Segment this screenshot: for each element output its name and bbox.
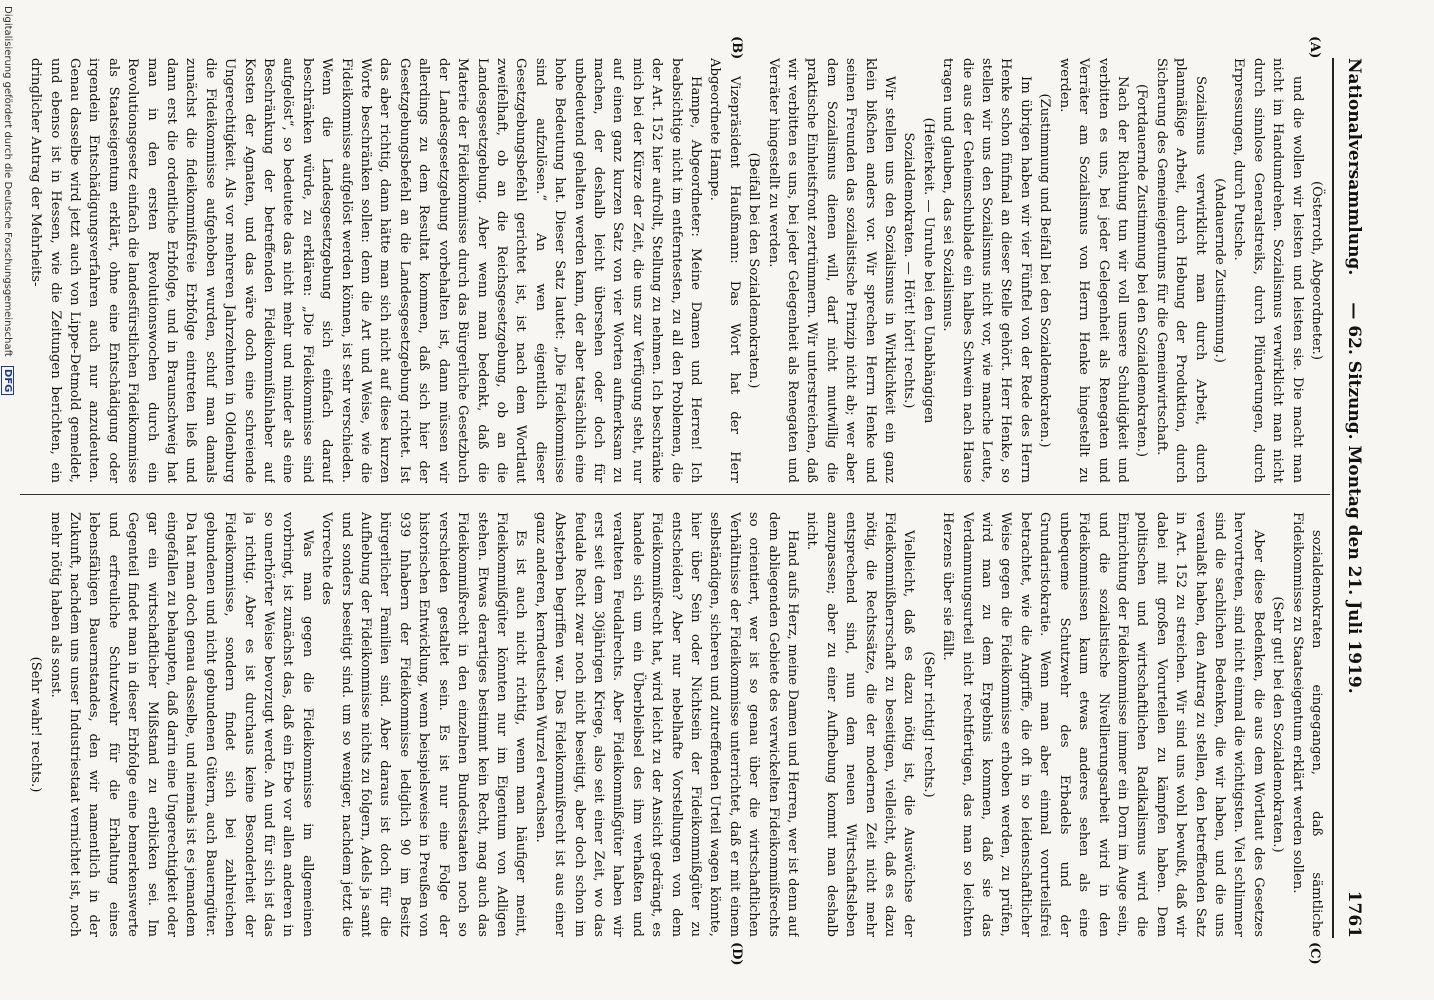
text-column-right: [6, 512, 1326, 937]
paragraph: Vizepräsident Haußmann: Das Wort hat der Herr Abgeordnete Hampe.: [707, 58, 742, 483]
paragraph: Vielleicht, daß es dazu nötig ist, die Auswüchse der Fideikommißherrschaft zu beseitigen, vielleicht, daß es dazu nötig, die Rechtssätze, die der modernen Zeit nicht mehr entsprechend sind, nun dem neuen Wirtschaftsleben anzupassen; aber zu einer Aufhebung kommt man deshalb nicht.: [804, 512, 917, 937]
paragraph: (Sehr wahr! rechts.): [28, 656, 44, 793]
text-column-left: [6, 58, 1326, 483]
paragraph: (Fortdauernde Zustimmung bei den Sozialdemokraten.): [1134, 83, 1150, 458]
paragraph: Hampe, Abgeordneter: Meine Damen und Herren! Ich beabsichtige nicht im entferntesten, zu all den Problemen, die der Art. 152 hier aufrollt, Stellung zu nehmen. Ich beschränke mich bei der Kürze der Zeit, die uns zur Verfügung steht, nur auf einen ganz kurzen Satz von vier Worten aufmerksam zu machen, der deshalb leicht übersehen oder doch für unbedeutend gehalten werden kann, der aber tatsächlich eine hohe Bedeutung hat. Dieser Satz lautet: „Die Fideikommisse sind aufzulösen.“ An wen eigentlich dieser Gesetzgebungsbefehl gerichtet ist, ist nach dem Wortlaut zweifelhaft, ob an die Reichsgesetzgebung, ob an die Landesgesetzgebung. Aber wenn man bedenkt, daß die Materie der Fideikommisse durch das Bürgerliche Gesetzbuch der Landesgesetzgebung vorbehalten ist, dann müssen wir allerdings zu dem Resultat kommen, daß sich hier der Gesetzgebungsbefehl an die Landesgesetzgebung richtet. Ist das aber richtig, dann hätte man sich nicht auf diese kurzen Worte beschränken sollen: denn die Art und Weise, wie die Fideikommisse aufgelöst werden können, ist sehr verschieden. Wenn die Landesgesetzgebung sich einfach darauf beschränken würde, zu erklären: „Die Fideikommisse sind aufgelöst“, so bedeutete das nicht mehr und minder als eine Beschränkung der betreffenden Fideikommißinhaber auf Kosten der Agnaten, und das wäre doch eine schreiende Ungerechtigkeit. Als vor mehreren Jahrzehnten in Oldenburg die Fideikommisse aufgehoben wurden, schuf man damals zunächst die fideikommißfreie Erbfolge eintreten ließ und dann erst die ordentliche Erbfolge, und in Braunschweig hat man in den ersten Revolutionswochen durch ein Revolutionsgesetz einfach die landesfürstlichen Fideikommisse als Staatseigentum erklärt, ohne eine Entschädigung oder irgendein Entschädigungsverfahren auch nur anzudeuten. Genau dasselbe wird jetzt auch von Lippe-Detmold gemeldet, und ebenso ist in Hessen, wie die Zeitungen berichten, ein dringlicher Antrag der Mehrheits-: [28, 58, 703, 483]
paragraph: Was man gegen die Fideikommisse im allgemeinen vorbringt, ist zunächst das, daß ein Erbe vor allen anderen in so unerhörter Weise bevorzugt werde. An und für sich ist das ja richtig. Aber es ist durchaus keine Besonderheit der Fideikommisse, sondern findet sich bei zahlreichen gebundenen und nicht gebundenen Gütern, auch Bauerngüter. Da hat man doch genau dasselbe, und niemals ist es jemandem eingefallen zu behaupten, daß darin eine Ungerechtigkeit oder gar ein wirtschaftlicher Mißstand zu erblicken sei. Im Gegenteil findet man in dieser Erbfolge eine bemerkenswerte und erfreuliche Schutzwehr für die Erhaltung eines lebensfähigen Bauernstandes, den wir namentlich in der Zukunft, nachdem uns unser Industriestaat vernichtet ist, noch mehr nötig haben als sonst.: [47, 512, 315, 937]
header-left: Nationalversammlung.: [1344, 58, 1364, 276]
paragraph: Im übrigen haben wir vier Fünftel von der Rede des Herrn Henke schon fünfmal an dieser Stelle gehört. Herr Henke, so stellen wir uns den Sozialismus nicht vor, wie manche Leute, die aus der Geheimschublade ein halbes Schwein nach Hause tragen und glauben, das sei Sozialismus.: [940, 58, 1033, 483]
paragraph: Es ist auch nicht richtig, wenn man häufiger meint, Fideikommißgüter könnten nur im Eigentum von Adligen stehen. Etwas derartiges bestimmt kein Recht, mag auch das Fideikommißrecht in den einzelnen Bundesstaaten noch so verschieden gestaltet sein. Es ist nur eine Folge der historischen Entwicklung, wenn beispielsweise in Preußen von 939 Inhabern der Fideikommisse lediglich 90 im Besitz bürgerlicher Familien sind. Aber daraus ist doch für die Aufhebung der Fideikommisse nichts zu folgern, Adels ja samt und sonders beseitigt sind. um so weniger, nachdem jetzt die Vorrechte des: [319, 512, 529, 937]
margin-marker-d: (D): [729, 942, 744, 966]
footer-text: Digitalisierung gefördert durch die Deutsche Forschungsgemeinschaft: [2, 6, 13, 357]
paragraph: Hand aufs Herz, meine Damen und Herren, wer ist denn auf dem abliegenden Gebiete des verwickelten Fideikommißrechts so orientiert, wer ist so genau über die wirtschaftlichen Verhältnisse der Fideikommisse unterrichtet, daß er mit einem selbständigen, sicheren und zutreffenden Urteil wagen könnte, hier über Sein oder Nichtsein der Fideikommißgüter zu entscheiden? Aber nur nebelhafte Vorstellungen von dem Fideikommißrecht hat, wird leicht zu der Ansicht gedrängt, es handele sich um ein Überbleibsel des ihm verhaßten und veralteten Feudalrechts. Aber Fideikommißgüter haben wir erst seit dem 30jährigen Kriege, also seit einer Zeit, wo das feudale Recht zwar noch nicht beseitigt, aber doch schon im Absterben begriffen war. Das Fideikommißrecht ist aus einer ganz anderen, kerndeutschen Wurzel erwachsen.: [532, 512, 801, 937]
paragraph: (Sehr gut! bei den Sozialdemokraten.): [1270, 596, 1286, 853]
margin-marker-b: (B): [729, 36, 744, 60]
paragraph: Wir stellen uns den Sozialismus in Wirklichkeit ein ganz klein bißchen anders vor. Wir sprechen Herrn Henke und seinen Freunden das sozialistische Prinzip nicht ab; wer aber dem Sozialismus dienen will, darf nicht mutwillig die praktische Einheitsfront zertrümmern. Wir unterstreichen, daß wir verbitten es uns, bei jeder Gelegenheit als Renegaten und Verräter hingestellt zu werden.: [765, 58, 898, 483]
dfg-logo: DFG: [1, 366, 14, 395]
margin-marker-c: (C): [1307, 942, 1322, 965]
paragraph: und die wollen wir leisten und leisten sie. Die macht man nicht im Handumdrehen. Sozialismus verwirklicht man nicht durch sinnlose Generalstreiks, durch Plünderungen, durch Erpressungen, durch Putsche.: [1231, 58, 1305, 483]
header-session: — 62. Sitzung. Montag den 21. Juli 1919.: [1344, 302, 1364, 694]
paragraph: (Zustimmung und Beifall bei den Sozialdemokraten.): [1037, 93, 1053, 448]
paragraph: Nach der Richtung tun wir voll unsere Schuldigkeit und verbitten es uns, bei jeder Gelegenheit als Renegaten und Verräter am Sozialismus von Herrn Henke hingestellt zu werden.: [1056, 58, 1130, 483]
paragraph: (Heiterkeit. — Unruhe bei den Unabhängigen Sozialdemokraten. — Hört! hört! rechts.): [901, 117, 936, 424]
column-divider: [20, 494, 1330, 495]
page-header: [1332, 58, 1374, 938]
paragraph: (Beifall bei den Sozialdemokraten.): [746, 152, 762, 389]
margin-marker-a: (A): [1307, 36, 1322, 59]
paragraph: Sozialismus verwirklicht man durch Arbeit, durch planmäßige Arbeit, durch Hebung der Produktion, durch Sicherung des Gemeineigentums für die Gemeinwirtschaft.: [1153, 58, 1208, 483]
paragraph: (Sehr richtig! rechts.): [920, 651, 936, 798]
digitization-footer: [1, 0, 14, 1006]
paragraph: sozialdemokraten eingegangen, daß sämtliche Fideikommisse zu Staatseigentum erklärt werden sollen.: [1289, 512, 1324, 937]
paragraph: (Andauernde Zustimmung.): [1211, 178, 1227, 363]
paragraph: Aber diese Bedenken, die aus dem Wortlaut des Gesetzes hervortreten, sind nicht einmal die wichtigsten. Viel schlimmer sind die sachlichen Bedenken, die wir haben, und die uns veranlaßt haben, den Antrag zu stellen, den betreffenden Satz in Art. 152 zu streichen. Wir sind uns wohl bewußt, daß wir dabei mit großen Vorurteilen zu kämpfen haben. Dem politischen und wirtschaftlichen Radikalismus wird die Einrichtung der Fideikommisse immer ein Dorn im Auge sein, und die sozialistische Nivellierungsarbeit wird in den Fideikommissen kaum etwas anderes sehen als eine unbequeme Schutzwehr des Erbadels und der Grundaristokratie. Wenn man aber einmal vorurteilsfrei betrachtet, wie die Angriffe, die oft in so leidenschaftlicher Weise gegen die Fideikommisse erhoben werden, zu prüfen, wird man zu dem Ergebnis kommen, daß sie das Verdammungsurteil nicht rechtfertigen, das man so leichten Herzens über sie fällt.: [940, 512, 1266, 937]
page-number: 1761: [1344, 890, 1364, 938]
paragraph: (Österroth, Abgeordneter.): [1309, 180, 1324, 361]
